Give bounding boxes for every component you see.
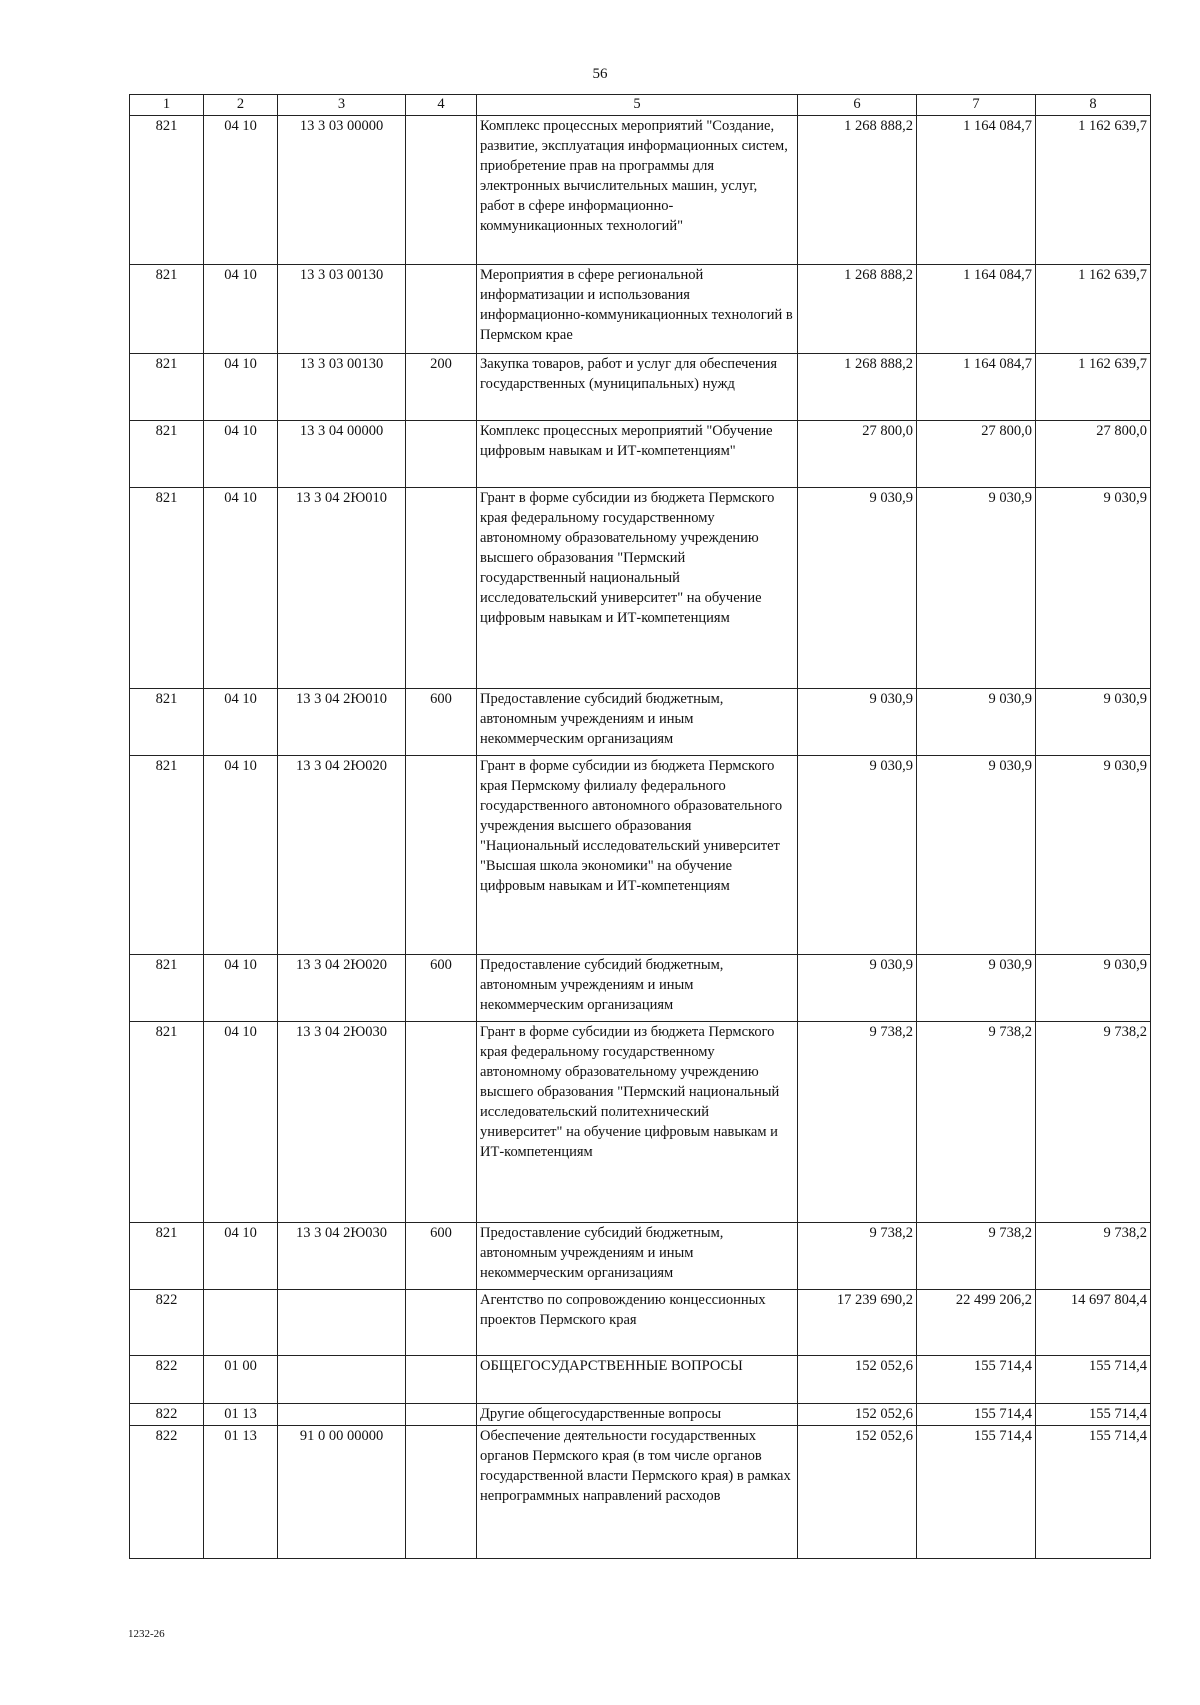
table-row <box>130 116 1151 265</box>
target-article-cell <box>278 1404 406 1426</box>
document-code: 1232-26 <box>128 1628 165 1640</box>
expense-type-cell <box>406 1356 477 1404</box>
table-row <box>130 756 1151 955</box>
expense-type-cell: 600 <box>406 689 477 756</box>
target-article-cell: 13 3 04 2Ю010 <box>278 689 406 756</box>
table-row <box>130 1404 1151 1426</box>
section-code-cell: 04 10 <box>204 488 278 689</box>
amount-cell: 1 162 639,7 <box>1036 116 1151 265</box>
page-number: 56 <box>592 66 608 82</box>
section-code-cell: 04 10 <box>204 354 278 421</box>
expense-name-cell: Грант в форме субсидии из бюджета Пермского края федеральному государственному автономному образовательному учреждению высшего образования "Пермский национальный исследовательский политехнический университет" на обучение цифровым навыкам и ИТ-компетенциям <box>477 1022 798 1223</box>
ved-code-cell: 821 <box>130 116 204 265</box>
expense-type-cell: 600 <box>406 1223 477 1290</box>
expense-name-cell: Предоставление субсидий бюджетным, автономным учреждениям и иным некоммерческим организациям <box>477 689 798 756</box>
ved-code-cell: 821 <box>130 1022 204 1223</box>
ved-code-cell: 821 <box>130 354 204 421</box>
ved-code-cell: 822 <box>130 1426 204 1559</box>
column-header: 4 <box>406 95 477 116</box>
amount-cell: 1 268 888,2 <box>798 116 917 265</box>
amount-cell: 9 030,9 <box>798 488 917 689</box>
target-article-cell: 13 3 04 2Ю010 <box>278 488 406 689</box>
column-header-row <box>130 95 1151 116</box>
expense-type-cell: 600 <box>406 955 477 1022</box>
expense-name-cell: Комплекс процессных мероприятий "Создание, развитие, эксплуатация информационных систем, приобретение прав на программы для электронных вычислительных машин, услуг, работ в сфере информационно-коммуникационных технологий" <box>477 116 798 265</box>
table-row <box>130 421 1151 488</box>
target-article-cell: 13 3 04 2Ю030 <box>278 1022 406 1223</box>
table-row <box>130 1223 1151 1290</box>
ved-code-cell: 821 <box>130 756 204 955</box>
amount-cell: 9 738,2 <box>917 1022 1036 1223</box>
amount-cell: 9 030,9 <box>917 955 1036 1022</box>
section-code-cell: 04 10 <box>204 1223 278 1290</box>
ved-code-cell: 822 <box>130 1290 204 1356</box>
amount-cell: 9 738,2 <box>1036 1223 1151 1290</box>
section-code-cell: 01 00 <box>204 1356 278 1404</box>
amount-cell: 22 499 206,2 <box>917 1290 1036 1356</box>
section-code-cell: 04 10 <box>204 265 278 354</box>
expense-name-cell: Грант в форме субсидии из бюджета Пермского края Пермскому филиалу федерального государственного автономного образовательного учреждения высшего образования "Национальный исследовательский университет "Высшая школа экономики" на обучение цифровым навыкам и ИТ-компетенциям <box>477 756 798 955</box>
expense-type-cell <box>406 1290 477 1356</box>
ved-code-cell: 821 <box>130 689 204 756</box>
amount-cell: 27 800,0 <box>917 421 1036 488</box>
column-header: 3 <box>278 95 406 116</box>
section-code-cell: 04 10 <box>204 421 278 488</box>
amount-cell: 155 714,4 <box>1036 1404 1151 1426</box>
section-code-cell: 04 10 <box>204 116 278 265</box>
amount-cell: 155 714,4 <box>917 1356 1036 1404</box>
expense-type-cell <box>406 1404 477 1426</box>
amount-cell: 152 052,6 <box>798 1404 917 1426</box>
ved-code-cell: 821 <box>130 488 204 689</box>
ved-code-cell: 822 <box>130 1356 204 1404</box>
amount-cell: 9 030,9 <box>1036 488 1151 689</box>
column-header: 5 <box>477 95 798 116</box>
target-article-cell <box>278 1290 406 1356</box>
table-row <box>130 955 1151 1022</box>
ved-code-cell: 821 <box>130 955 204 1022</box>
ved-code-cell: 821 <box>130 265 204 354</box>
section-code-cell: 04 10 <box>204 1022 278 1223</box>
amount-cell: 152 052,6 <box>798 1356 917 1404</box>
section-code-cell: 04 10 <box>204 756 278 955</box>
amount-cell: 155 714,4 <box>917 1426 1036 1559</box>
column-header: 7 <box>917 95 1036 116</box>
amount-cell: 9 030,9 <box>917 488 1036 689</box>
amount-cell: 17 239 690,2 <box>798 1290 917 1356</box>
amount-cell: 9 030,9 <box>798 756 917 955</box>
amount-cell: 9 738,2 <box>1036 1022 1151 1223</box>
amount-cell: 9 030,9 <box>798 955 917 1022</box>
amount-cell: 14 697 804,4 <box>1036 1290 1151 1356</box>
amount-cell: 1 162 639,7 <box>1036 265 1151 354</box>
amount-cell: 155 714,4 <box>1036 1356 1151 1404</box>
expense-name-cell: Мероприятия в сфере региональной информатизации и использования информационно-коммуникационных технологий в Пермском крае <box>477 265 798 354</box>
expense-type-cell <box>406 1426 477 1559</box>
amount-cell: 9 738,2 <box>798 1223 917 1290</box>
expense-name-cell: Предоставление субсидий бюджетным, автономным учреждениям и иным некоммерческим организациям <box>477 1223 798 1290</box>
amount-cell: 1 268 888,2 <box>798 265 917 354</box>
amount-cell: 27 800,0 <box>1036 421 1151 488</box>
amount-cell: 1 162 639,7 <box>1036 354 1151 421</box>
target-article-cell: 13 3 04 2Ю020 <box>278 756 406 955</box>
expense-type-cell <box>406 756 477 955</box>
amount-cell: 9 030,9 <box>1036 955 1151 1022</box>
amount-cell: 1 164 084,7 <box>917 265 1036 354</box>
expense-type-cell <box>406 421 477 488</box>
expense-type-cell <box>406 1022 477 1223</box>
section-code-cell: 01 13 <box>204 1404 278 1426</box>
target-article-cell: 13 3 04 2Ю020 <box>278 955 406 1022</box>
amount-cell: 1 164 084,7 <box>917 116 1036 265</box>
target-article-cell: 13 3 03 00130 <box>278 354 406 421</box>
ved-code-cell: 821 <box>130 1223 204 1290</box>
table-row <box>130 1290 1151 1356</box>
table-row <box>130 1356 1151 1404</box>
expense-name-cell: Комплекс процессных мероприятий "Обучение цифровым навыкам и ИТ-компетенциям" <box>477 421 798 488</box>
target-article-cell: 13 3 03 00130 <box>278 265 406 354</box>
amount-cell: 9 030,9 <box>1036 756 1151 955</box>
expense-name-cell: Агентство по сопровождению концессионных проектов Пермского края <box>477 1290 798 1356</box>
table-row <box>130 265 1151 354</box>
ved-code-cell: 821 <box>130 421 204 488</box>
expense-name-cell: Грант в форме субсидии из бюджета Пермского края федеральному государственному автономному образовательному учреждению высшего образования "Пермский государственный национальный исследовательский университет" на обучение цифровым навыкам и ИТ-компетенциям <box>477 488 798 689</box>
amount-cell: 9 030,9 <box>917 689 1036 756</box>
expense-type-cell <box>406 116 477 265</box>
amount-cell: 9 030,9 <box>1036 689 1151 756</box>
expense-type-cell <box>406 265 477 354</box>
target-article-cell <box>278 1356 406 1404</box>
amount-cell: 155 714,4 <box>1036 1426 1151 1559</box>
expense-name-cell: Обеспечение деятельности государственных органов Пермского края (в том числе органов государственной власти Пермского края) в рамках непрограммных направлений расходов <box>477 1426 798 1559</box>
table-row <box>130 1022 1151 1223</box>
target-article-cell: 13 3 03 00000 <box>278 116 406 265</box>
amount-cell: 27 800,0 <box>798 421 917 488</box>
expense-type-cell <box>406 488 477 689</box>
expense-type-cell: 200 <box>406 354 477 421</box>
table-row <box>130 354 1151 421</box>
expense-name-cell: Закупка товаров, работ и услуг для обеспечения государственных (муниципальных) нужд <box>477 354 798 421</box>
table-row <box>130 689 1151 756</box>
column-header: 6 <box>798 95 917 116</box>
section-code-cell: 04 10 <box>204 955 278 1022</box>
section-code-cell <box>204 1290 278 1356</box>
budget-table <box>129 94 1151 1559</box>
amount-cell: 152 052,6 <box>798 1426 917 1559</box>
section-code-cell: 04 10 <box>204 689 278 756</box>
section-code-cell: 01 13 <box>204 1426 278 1559</box>
table-row <box>130 1426 1151 1559</box>
expense-name-cell: Другие общегосударственные вопросы <box>477 1404 798 1426</box>
amount-cell: 9 030,9 <box>917 756 1036 955</box>
target-article-cell: 13 3 04 00000 <box>278 421 406 488</box>
amount-cell: 9 030,9 <box>798 689 917 756</box>
table-row <box>130 488 1151 689</box>
amount-cell: 9 738,2 <box>917 1223 1036 1290</box>
amount-cell: 9 738,2 <box>798 1022 917 1223</box>
column-header: 1 <box>130 95 204 116</box>
target-article-cell: 13 3 04 2Ю030 <box>278 1223 406 1290</box>
expense-name-cell: ОБЩЕГОСУДАРСТВЕННЫЕ ВОПРОСЫ <box>477 1356 798 1404</box>
column-header: 8 <box>1036 95 1151 116</box>
amount-cell: 1 164 084,7 <box>917 354 1036 421</box>
expense-name-cell: Предоставление субсидий бюджетным, автономным учреждениям и иным некоммерческим организациям <box>477 955 798 1022</box>
target-article-cell: 91 0 00 00000 <box>278 1426 406 1559</box>
amount-cell: 1 268 888,2 <box>798 354 917 421</box>
ved-code-cell: 822 <box>130 1404 204 1426</box>
column-header: 2 <box>204 95 278 116</box>
amount-cell: 155 714,4 <box>917 1404 1036 1426</box>
